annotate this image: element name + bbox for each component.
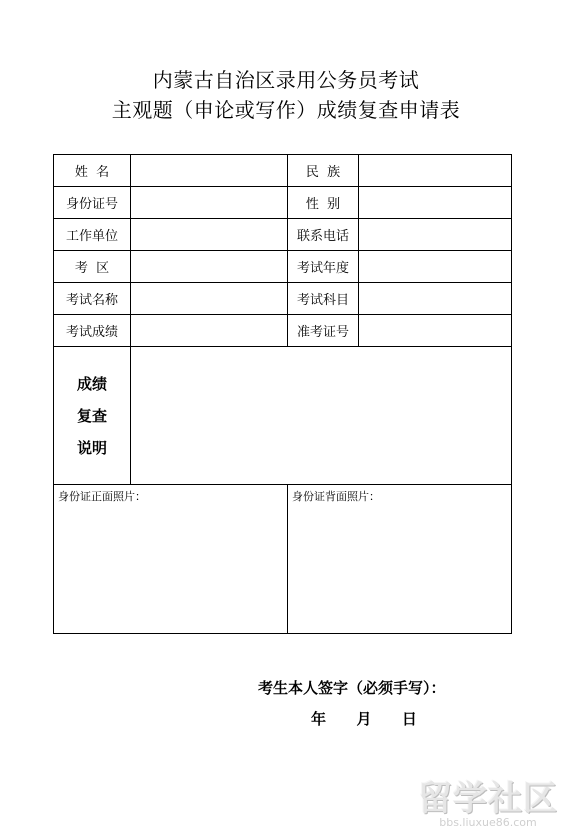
form-row-district <box>54 251 512 283</box>
gender-field[interactable] <box>359 187 512 219</box>
id-number-field[interactable] <box>131 187 288 219</box>
review-explanation-label <box>54 347 131 485</box>
employer-field[interactable] <box>131 219 288 251</box>
date-label: 年 月 日 <box>311 710 417 728</box>
exam-score-field[interactable] <box>131 315 288 347</box>
form-row-score <box>54 315 512 347</box>
exam-district-field[interactable] <box>131 251 288 283</box>
id-back-photo-area[interactable] <box>288 485 512 634</box>
review-explanation-field[interactable] <box>131 347 512 485</box>
phone-field[interactable] <box>359 219 512 251</box>
form-title-line1: 内蒙古自治区录用公务员考试 <box>152 68 420 92</box>
watermark <box>418 771 558 829</box>
id-front-photo-area[interactable] <box>54 485 288 634</box>
employer-label: 工作单位 <box>54 219 131 251</box>
gender-label: 性 别 <box>288 187 359 219</box>
exam-district-label: 考 区 <box>54 251 131 283</box>
exam-score-label: 考试成绩 <box>54 315 131 347</box>
admission-number-label: 准考证号 <box>288 315 359 347</box>
exam-subject-field[interactable] <box>359 283 512 315</box>
review-label-line3: 说明 <box>76 438 107 457</box>
exam-subject-label: 考试科目 <box>288 283 359 315</box>
watermark-logo: 留学社区 <box>418 779 558 819</box>
form-row-exam <box>54 283 512 315</box>
id-front-photo-label: 身份证正面照片： <box>58 490 146 503</box>
name-label: 姓 名 <box>54 155 131 187</box>
phone-label: 联系电话 <box>288 219 359 251</box>
ethnicity-label: 民 族 <box>288 155 359 187</box>
ethnicity-field[interactable] <box>359 155 512 187</box>
application-form-table <box>53 154 512 634</box>
form-row-id <box>54 187 512 219</box>
id-back-photo-label: 身份证背面照片： <box>292 490 380 503</box>
exam-year-field[interactable] <box>359 251 512 283</box>
exam-year-label: 考试年度 <box>288 251 359 283</box>
form-row-photos <box>54 485 512 634</box>
exam-name-label: 考试名称 <box>54 283 131 315</box>
form-row-name <box>54 155 512 187</box>
watermark-url: bbs.liuxue86.com <box>439 816 537 829</box>
exam-name-field[interactable] <box>131 283 288 315</box>
id-number-label: 身份证号 <box>54 187 131 219</box>
review-label-line2: 复查 <box>76 406 107 425</box>
form-row-work <box>54 219 512 251</box>
form-title-line2: 主观题（申论或写作）成绩复查申请表 <box>111 98 461 122</box>
signature-label: 考生本人签字（必须手写）： <box>258 679 446 697</box>
name-field[interactable] <box>131 155 288 187</box>
admission-number-field[interactable] <box>359 315 512 347</box>
form-row-review <box>54 347 512 485</box>
review-label-line1: 成绩 <box>76 374 107 393</box>
